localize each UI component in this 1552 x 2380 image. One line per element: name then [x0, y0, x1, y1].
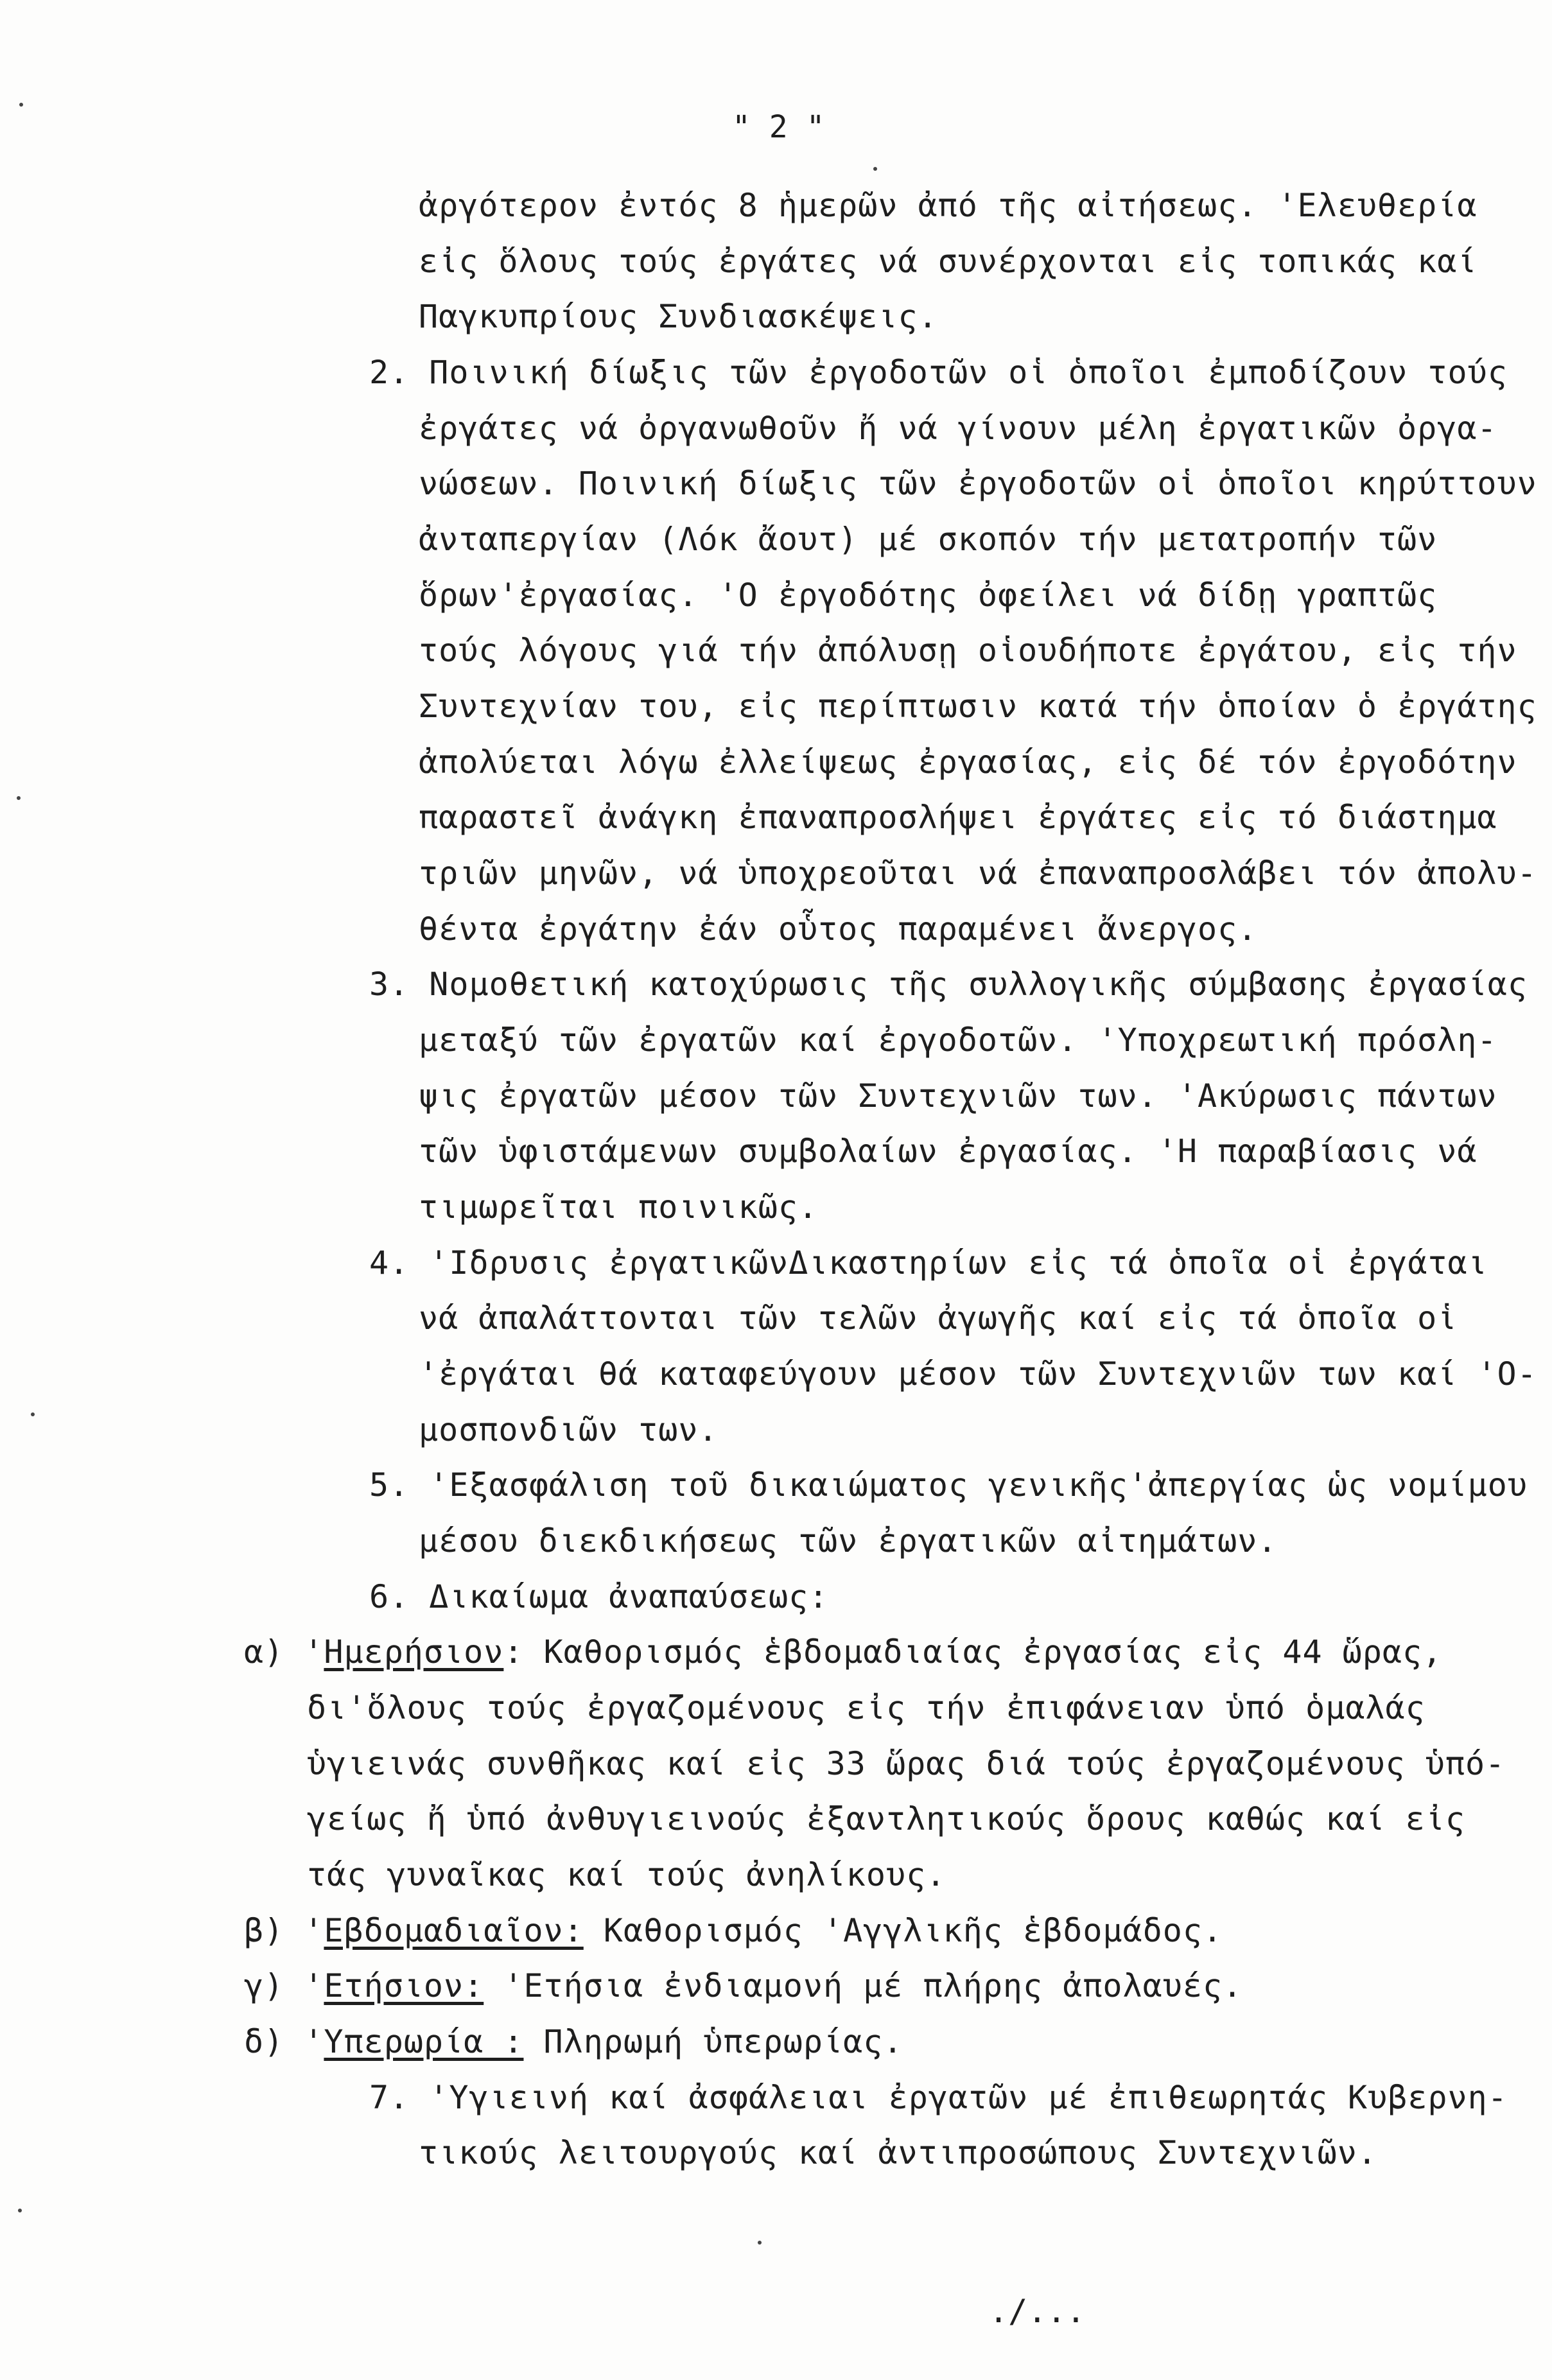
sub-item-d-heading: Υπερωρία : [324, 2023, 524, 2060]
text-line: τικούς λειτουργούς καί ἀντιπροσώπους Συντεχνιῶν. [419, 2134, 1377, 2171]
text-line: ὑγιεινάς συνθῆκας καί εἰς 33 ὥρας διά τούς ἐργαζομένους ὑπό- [307, 1745, 1506, 1782]
sub-item-c-heading: Ετήσιον: [324, 1967, 484, 2004]
scan-speck [19, 103, 23, 107]
text-line: γείως ἤ ὑπό ἀνθυγιεινούς ἐξαντλητικούς ὅρους καθώς καί εἰς [307, 1800, 1465, 1837]
text-line: μεταξύ τῶν ἐργατῶν καί ἐργοδοτῶν. 'Υποχρεωτική πρόσλη- [419, 1021, 1497, 1059]
scan-speck [17, 796, 21, 800]
text-line: Παγκυπρίους Συνδιασκέψεις. [419, 298, 938, 335]
text-line: τῶν ὑφιστάμενων συμβολαίων ἐργασίας. 'Η παραβίασις νά [419, 1133, 1478, 1170]
list-item-3: 3. Νομοθετική κατοχύρωσις τῆς συλλογικῆς σύμβασης ἐργασίας [369, 966, 1528, 1003]
text-line: νά ἀπαλάττονται τῶν τελῶν ἀγωγῆς καί εἰς τά ὁποῖα οἱ [419, 1299, 1458, 1337]
sub-item-d: δ) 'Υπερωρία : Πληρωμή ὑπερωρίας. [244, 2023, 903, 2060]
text-line: ἀργότερον ἐντός 8 ἡμερῶν ἀπό τῆς αἰτήσεως. 'Ελευθερία [419, 187, 1478, 224]
sub-item-a-heading: Ημερήσιον [324, 1633, 504, 1671]
list-item-4: 4. 'Ιδρυσις ἐργατικῶνΔικαστηρίων εἰς τά ὁποῖα οἱ ἐργάται [369, 1244, 1488, 1281]
sub-item-b-heading: Εβδομαδιαῖον: [324, 1912, 584, 1949]
text-line: ἀπολύεται λόγω ἐλλείψεως ἐργασίας, εἰς δέ τόν ἐργοδότην [419, 743, 1517, 781]
text-line: παραστεῖ ἀνάγκη ἐπαναπροσλήψει ἐργάτες εἰς τό διάστημα [419, 799, 1497, 836]
page-number: " 2 " [732, 109, 825, 145]
text-line: τάς γυναῖκας καί τούς ἀνηλίκους. [307, 1856, 946, 1893]
text-line: ἀνταπεργίαν (Λόκ ἄουτ) μέ σκοπόν τήν μετατροπήν τῶν [419, 521, 1438, 558]
sub-item-a: α) 'Ημερήσιον: Καθορισμός ἑβδομαδιαίας ἐργασίας εἰς 44 ὥρας, [244, 1633, 1443, 1671]
list-item-7: 7. 'Υγιεινή καί ἀσφάλειαι ἐργατῶν μέ ἐπιθεωρητάς Κυβερνη- [369, 2079, 1508, 2116]
text-line: ἐργάτες νά ὀργανωθοῦν ἤ νά γίνουν μέλη ἐργατικῶν ὀργα- [419, 410, 1497, 447]
text-line: ὅρων'ἐργασίας. 'Ο ἐργοδότης ὀφείλει νά δίδῃ γραπτῶς [419, 577, 1438, 614]
scan-speck [31, 1412, 35, 1416]
text-line: νώσεων. Ποινική δίωξις τῶν ἐργοδοτῶν οἱ ὁποῖοι κηρύττουν [419, 465, 1537, 502]
continuation-mark: ./... [989, 2293, 1086, 2330]
sub-item-b: β) 'Εβδομαδιαῖον: Καθορισμός 'Αγγλικῆς ἑβδομάδος. [244, 1912, 1223, 1949]
text-line: τριῶν μηνῶν, νά ὑποχρεοῦται νά ἐπαναπροσλάβει τόν ἀπολυ- [419, 855, 1537, 892]
text-line: μέσου διεκδικήσεως τῶν ἐργατικῶν αἰτημάτων. [419, 1522, 1278, 1559]
text-line: τούς λόγους γιά τήν ἀπόλυσῃ οἱουδήποτε ἐργάτου, εἰς τήν [419, 632, 1517, 669]
sub-item-c: γ) 'Ετήσιον: 'Ετήσια ἐνδιαμονή μέ πλήρης ἀπολαυές. [244, 1967, 1243, 2004]
text-line: θέντα ἐργάτην ἐάν οὗτος παραμένει ἄνεργος. [419, 910, 1258, 948]
scan-speck [873, 167, 877, 171]
text-line: τιμωρεῖται ποινικῶς. [419, 1188, 819, 1226]
text-line: ψις ἐργατῶν μέσον τῶν Συντεχνιῶν των. 'Ακύρωσις πάντων [419, 1077, 1497, 1115]
text-line: μοσπονδιῶν των. [419, 1411, 719, 1448]
scan-speck [758, 2241, 762, 2245]
list-item-5: 5. 'Εξασφάλιση τοῦ δικαιώματος γενικῆς'ἀπεργίας ὡς νομίμου [369, 1466, 1528, 1504]
text-line: δι'ὅλους τούς ἐργαζομένους εἰς τήν ἐπιφάνειαν ὑπό ὁμαλάς [307, 1689, 1426, 1726]
text-line: εἰς ὅλους τούς ἐργάτες νά συνέρχονται εἰς τοπικάς καί [419, 243, 1478, 280]
list-item-2: 2. Ποινική δίωξις τῶν ἐργοδοτῶν οἱ ὁποῖοι ἐμποδίζουν τούς [369, 354, 1508, 391]
text-line: Συντεχνίαν του, εἰς περίπτωσιν κατά τήν ὁποίαν ὁ ἐργάτης [419, 688, 1537, 725]
list-item-6: 6. Δικαίωμα ἀναπαύσεως: [369, 1578, 829, 1615]
scan-speck [18, 2209, 22, 2212]
text-line: 'ἐργάται θά καταφεύγουν μέσον τῶν Συντεχνιῶν των καί 'Ο- [419, 1355, 1537, 1393]
